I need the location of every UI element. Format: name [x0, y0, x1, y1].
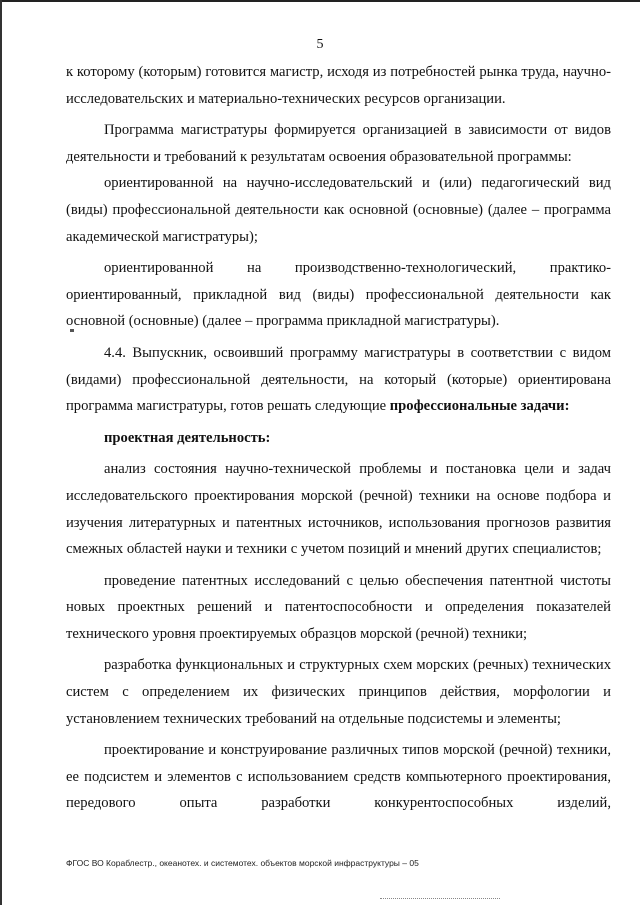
paragraph-applied-masters: ориентированной на производственно-технологический, практико-ориентированный, прикладной вид (виды) профессиональной деятельности как основной (основные) (далее – программа прикладной магистратуры).	[66, 260, 611, 330]
task-item: проектирование и конструирование различных типов морской (речной) техники, ее подсистем и элементов с использованием средств компьютерного проектирования, передового опыта разработки конкурентоспособных изделий,	[66, 742, 611, 812]
scan-edge-top	[0, 0, 640, 2]
task-item: проведение патентных исследований с целью обеспечения патентной чистоты новых проектных решений и патентоспособности и определения показателей технического уровня проектируемых образцов морской (речной) техники;	[66, 572, 611, 642]
paragraph-academic-masters: ориентированной на научно-исследовательский и (или) педагогический вид (виды) профессиональной деятельности как основной (основные) (далее – программа академической магистратуры);	[66, 175, 611, 245]
document-body	[66, 59, 611, 817]
paragraph-continuation: к которому (которым) готовится магистр, исходя из потребностей рынка труда, научно-исследовательских и материально-технических ресурсов организации.	[66, 64, 611, 107]
task-item: разработка функциональных и структурных схем морских (речных) технических систем с определением их физических принципов действия, морфологии и установлением технических требований на отдельные подсистемы и элементы;	[66, 657, 611, 727]
scan-edge-left	[0, 0, 2, 905]
scan-speck	[70, 329, 74, 332]
item-4-4-bold: профессиональные задачи:	[389, 398, 570, 415]
task-item: анализ состояния научно-технической проблемы и постановка цели и задач исследовательского проектирования морской (речной) техники на основе подбора и изучения литературных и патентных источников, использования прогнозов развития смежных областей науки и техники с учетом позиций и мнений других специалистов;	[66, 461, 611, 558]
scan-edge-bottom	[380, 898, 500, 900]
page-number: 5	[316, 37, 324, 52]
footer-note: ФГОС ВО Кораблестр., океанотех. и системотех. объектов морской инфраструктуры – 05	[66, 858, 419, 868]
paragraph-program-forms: Программа магистратуры формируется организацией в зависимости от видов деятельности и требований к результатам освоения образовательной программы:	[66, 122, 611, 165]
item-4-4-text: 4.4. Выпускник, освоивший программу магистратуры в соответствии с видом (видами) профессиональной деятельности, на который (которые) ориентирована программа магистратуры, готов решать следующие	[66, 344, 611, 415]
paragraph-item-4-4	[66, 340, 611, 420]
section-heading-project-activity: проектная деятельность:	[104, 429, 271, 446]
